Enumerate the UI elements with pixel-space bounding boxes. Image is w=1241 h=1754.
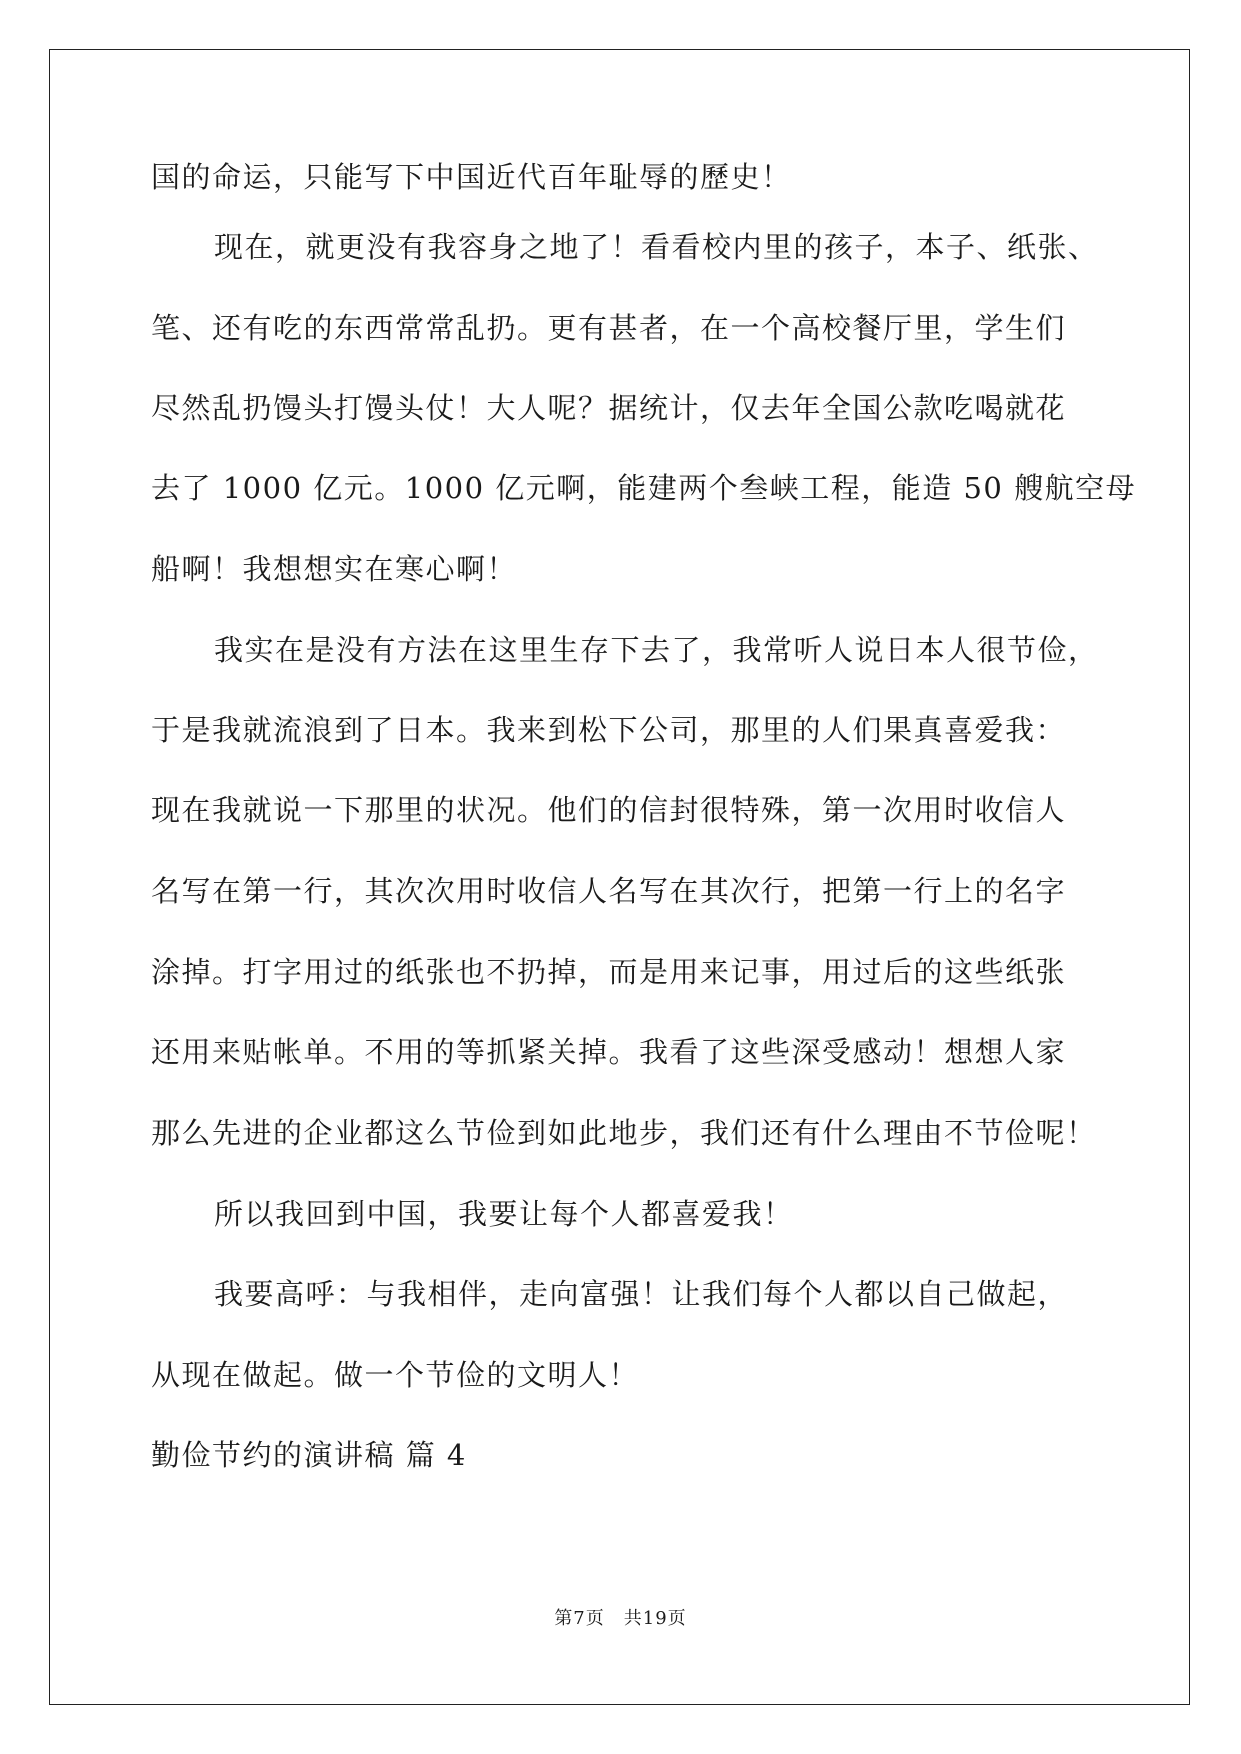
text-line: 国的命运，只能写下中国近代百年耻辱的歷史！ <box>151 160 792 194</box>
text-line: 涂掉。打字用过的纸张也不扔掉，而是用来记事，用过后的这些纸张 <box>151 955 1067 989</box>
text-line: 那么先进的企业都这么节俭到如此地步，我们还有什么理由不节俭呢！ <box>151 1116 1097 1150</box>
text-line: 尽然乱扔馒头打馒头仗！大人呢？据统计，仅去年全国公款吃喝就花 <box>151 391 1067 425</box>
page-number: 第7页 共19页 <box>554 1608 687 1629</box>
text-line: 我实在是没有方法在这里生存下去了，我常听人说日本人很节俭， <box>214 633 1099 667</box>
text-line: 所以我回到中国，我要让每个人都喜爱我！ <box>214 1197 794 1231</box>
text-line: 于是我就流浪到了日本。我来到松下公司，那里的人们果真喜爱我： <box>151 713 1067 747</box>
text-line: 名写在第一行，其次次用时收信人名写在其次行，把第一行上的名字 <box>151 874 1067 908</box>
text-line: 笔、还有吃的东西常常乱扔。更有甚者，在一个高校餐厅里，学生们 <box>151 311 1067 345</box>
text-line: 还用来贴帐单。不用的等抓紧关掉。我看了这些深受感动！想想人家 <box>151 1035 1067 1069</box>
text-line: 从现在做起。做一个节俭的文明人！ <box>151 1358 640 1392</box>
text-line: 现在，就更没有我容身之地了！看看校内里的孩子，本子、纸张、 <box>214 230 1099 264</box>
text-line: 我要高呼：与我相伴，走向富强！让我们每个人都以自己做起， <box>214 1277 1069 1311</box>
text-line: 船啊！我想想实在寒心啊！ <box>151 552 518 586</box>
text-line: 现在我就说一下那里的状况。他们的信封很特殊，第一次用时收信人 <box>151 793 1067 827</box>
section-heading: 勤俭节约的演讲稿 篇 4 <box>151 1438 467 1472</box>
text-line: 去了 1000 亿元。1000 亿元啊，能建两个叁峡工程，能造 50 艘航空母 <box>151 471 1137 505</box>
